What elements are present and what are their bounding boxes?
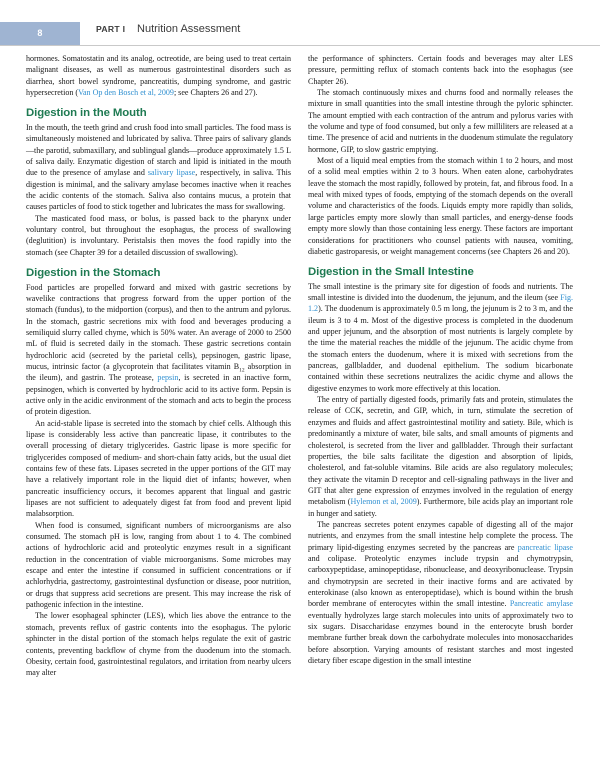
- para-hormones: hormones. Somatostatin and its analog, octreotide, are being used to treat certain malignant diseases, as well as numerous gastrointestinal disorders such as diarrhea, short bowel syndrome, pancreatitis, dumping syndrome, and gastric hypersecretion (Van Op den Bosch et al, 2009; see Chapters 26 and 27).: [26, 54, 291, 98]
- running-head: [0, 22, 600, 46]
- citation-link[interactable]: Fig. 1.2: [308, 293, 573, 314]
- para-stomach-1: Food particles are propelled forward and mixed with gastric secretions by wavelike contractions that progress forward from the upper portion of the stomach (fundus), to the midportion (corpus), and then to the antrum and pylorus. In the stomach, gastric secretions mix with food and beverages producing a semiliquid slurry called chyme, which is 50% water. An average of 2000 to 2500 mL of fluid is secreted daily in the stomach. These gastric secretions contain hydrochloric acid (secreted by the parietal cells), pepsinogen, gastric lipase, mucus, intrinsic factor (a glycoprotein that facilitates vitamin $B_{12}$ absorption in the ileum), and gastrin. The protease, pepsin, is secreted in an inactive form, pepsinogen, which is converted by hydrochloric acid to its active form. Pepsin is active only in the acidic environment of the stomach and acts to begin the process of protein digestion.: [26, 282, 291, 417]
- para-sphincters: the performance of sphincters. Certain foods and beverages may alter LES pressure, permitting reflux of stomach contents back into the esophagus (see Chapter 26).: [308, 54, 573, 86]
- glossary-term-link[interactable]: pancreatic lipase: [517, 542, 574, 552]
- running-head-text: [96, 23, 240, 35]
- citation-link[interactable]: Hylemon et al, 2009: [350, 497, 417, 507]
- citation-link[interactable]: Van Op den Bosch et al, 2009: [78, 88, 174, 98]
- heading-digestion-stomach: Digestion in the Stomach: [26, 266, 161, 279]
- para-stomach-3: When food is consumed, significant numbers of microorganisms are also consumed. The stomach pH is low, ranging from about 1 to 4. The combined actions of hydrochloric acid and proteolytic enzymes result in a significant reduction in the concentration of viable microorganisms. Some microbes may escape and enter the intestine if consumed in sufficient concentrations or if achlorhydria, gastrectomy, gastrointestinal dysfunction or disease, poor nutrition, or drugs that suppress acid secretions are present. This may increase the risk of pathogenic infection in the intestine.: [26, 520, 291, 610]
- page-number: 8: [37, 28, 43, 38]
- header-divider: [0, 45, 600, 46]
- para-stomach-2: An acid-stable lipase is secreted into the stomach by chief cells. Although this lipase is considerably less active than pancreatic lipase, it contributes to the overall processing of dietary triglycerides. Gastric lipase is more specific for triglycerides composed of medium- and short-chain fatty acids, but the usual diet contains few of these fats. Lipases secreted in the upper portions of the GIT may have a relatively important role in the liquid diet of infants; however, when pancreatic insufficiency occurs, it becomes apparent that lingual and gastric lipases are not sufficient to adequately digest fat from food and prevent lipid malabsorption.: [26, 418, 291, 519]
- glossary-term-link[interactable]: pepsin: [157, 373, 179, 383]
- para-mouth-2: The masticated food mass, or bolus, is passed back to the pharynx under voluntary control, but throughout the esophagus, the process of swallowing (deglutition) is involuntary. Peristalsis then moves the food rapidly into the stomach (see Chapter 39 for a detailed discussion of swallowing).: [26, 213, 291, 257]
- glossary-term-link[interactable]: Pancreatic amylase: [509, 599, 573, 609]
- column-right: [308, 53, 573, 753]
- heading-digestion-small-intestine: Digestion in the Small Intestine: [308, 265, 474, 278]
- part-label: PART I: [96, 24, 126, 34]
- body-columns: [26, 53, 574, 753]
- column-left: [26, 53, 291, 753]
- glossary-term-link[interactable]: salivary lipase: [147, 168, 196, 178]
- para-si-1: The small intestine is the primary site for digestion of foods and nutrients. The small intestine is divided into the duodenum, the jejunum, and the ileum (see Fig. 1.2). The duodenum is approximately 0.5 m long, the jejunum is 2 to 3 m, and the ileum is 3 to 4 m. Most of the digestive process is completed in the duodenum and upper jejunum, and the absorption of most nutrients is largely complete by the time the material reaches the middle of the jejunum. The acidic chyme from the stomach enters the duodenum, where it is mixed with secretions from the pancreas, gallbladder, and duodenal epithelium. The sodium bicarbonate contained within these secretions neutralizes the acidic chyme and allows the digestive enzymes to work more effectively at this location.: [308, 281, 573, 393]
- para-stomach-4: The lower esophageal sphincter (LES), which lies above the entrance to the stomach, prevents reflux of gastric contents into the esophagus. The pyloric sphincter in the distal portion of the stomach helps regulate the exit of gastric contents, preventing backflow of chyme from the duodenum into the stomach. Obesity, certain food, gastrointestinal regulators, and irritation from nearby ulcers may alter: [26, 611, 291, 678]
- para-mouth-1: In the mouth, the teeth grind and crush food into small particles. The food mass is simultaneously moistened and lubricated by saliva. Three pairs of salivary glands—the parotid, submaxillary, and sublingual glands—produce approximately 1.5 L of saliva daily. Enzymatic digestion of starch and lipid is initiated in the mouth due to the presence of amylase and salivary lipase, respectively, in saliva. This digestion is minimal, and the salivary amylase becomes inactive when it reaches the acidic contents of the stomach. Saliva also contains mucus, a protein that causes particles of food to stick together and lubricates the mass for swallowing.: [26, 122, 291, 212]
- para-emptying: Most of a liquid meal empties from the stomach within 1 to 2 hours, and most of a solid meal empties within 2 to 3 hours. When eaten alone, carbohydrates leave the stomach the most rapidly, followed by protein, fat, and fibrous food. In a meal with mixed types of foods, emptying of the stomach depends on the overall volume and characteristics of the foods. Liquids empty more rapidly than solids, large particles empty more slowly than small particles, and energy-dense foods empty more slowly than those containing less energy. These factors are important considerations for practitioners who counsel patients with nausea, vomiting, diabetic gastroparesis, or weight management concerns (see Chapters 26 and 20).: [308, 156, 573, 256]
- heading-digestion-mouth: Digestion in the Mouth: [26, 106, 147, 119]
- book-section-title: Nutrition Assessment: [137, 23, 241, 35]
- para-si-3: The pancreas secretes potent enzymes capable of digesting all of the major nutrients, and enzymes from the small intestine help complete the process. The primary lipid-digesting enzymes secreted by the pancreas are pancreatic lipase and colipase. Proteolytic enzymes include trypsin and chymotrypsin, carboxypeptidase, aminopeptidase, ribonuclease, and deoxyribonuclease. Trypsin and chymotrypsin are secreted in their inactive forms and are activated by enterokinase (also known as enteropeptidase), which is bound within the brush border membrane of enterocytes within the small intestine. Pancreatic amylase eventually hydrolyzes large starch molecules into units of approximately two to six sugars. Disaccharidase enzymes bound in the enterocyte brush border membrane further break down the carbohydrate molecules into monosaccharides before absorption. Varying amounts of resistant starches and most ingested dietary fiber escape digestion in the small intestine: [308, 519, 574, 666]
- subscript: 12: [239, 367, 245, 374]
- para-churn: The stomach continuously mixes and churns food and normally releases the mixture in small quantities into the small intestine through the pyloric sphincter. The amount emptied with each contraction of the antrum and pylorus varies with the volume and type of food consumed, but only a few milliliters are released at a time. The presence of acid and nutrients in the duodenum stimulate the regulatory hormone, GIP, to slow gastric emptying.: [308, 88, 573, 154]
- para-si-2: The entry of partially digested foods, primarily fats and protein, stimulates the release of CCK, secretin, and GIP, which, in turn, stimulate the secretion of enzymes and fluids and affect gastrointestinal motility and satiety. Bile, which is predominantly a mixture of water, bile salts, and small amounts of pigments and cholesterol, is secreted from the liver and gallbladder. Through their surfactant properties, the bile salts facilitate the digestion and absorption of lipids, cholesterol, and fat-soluble vitamins. Bile acids are also regulatory molecules; they activate the vitamin D receptor and cell-signaling pathways in the liver and GIT that alter gene expression of enzymes involved in the regulation of energy metabolism (Hylemon et al, 2009). Furthermore, bile acids play an important role in hunger and satiety.: [308, 395, 573, 518]
